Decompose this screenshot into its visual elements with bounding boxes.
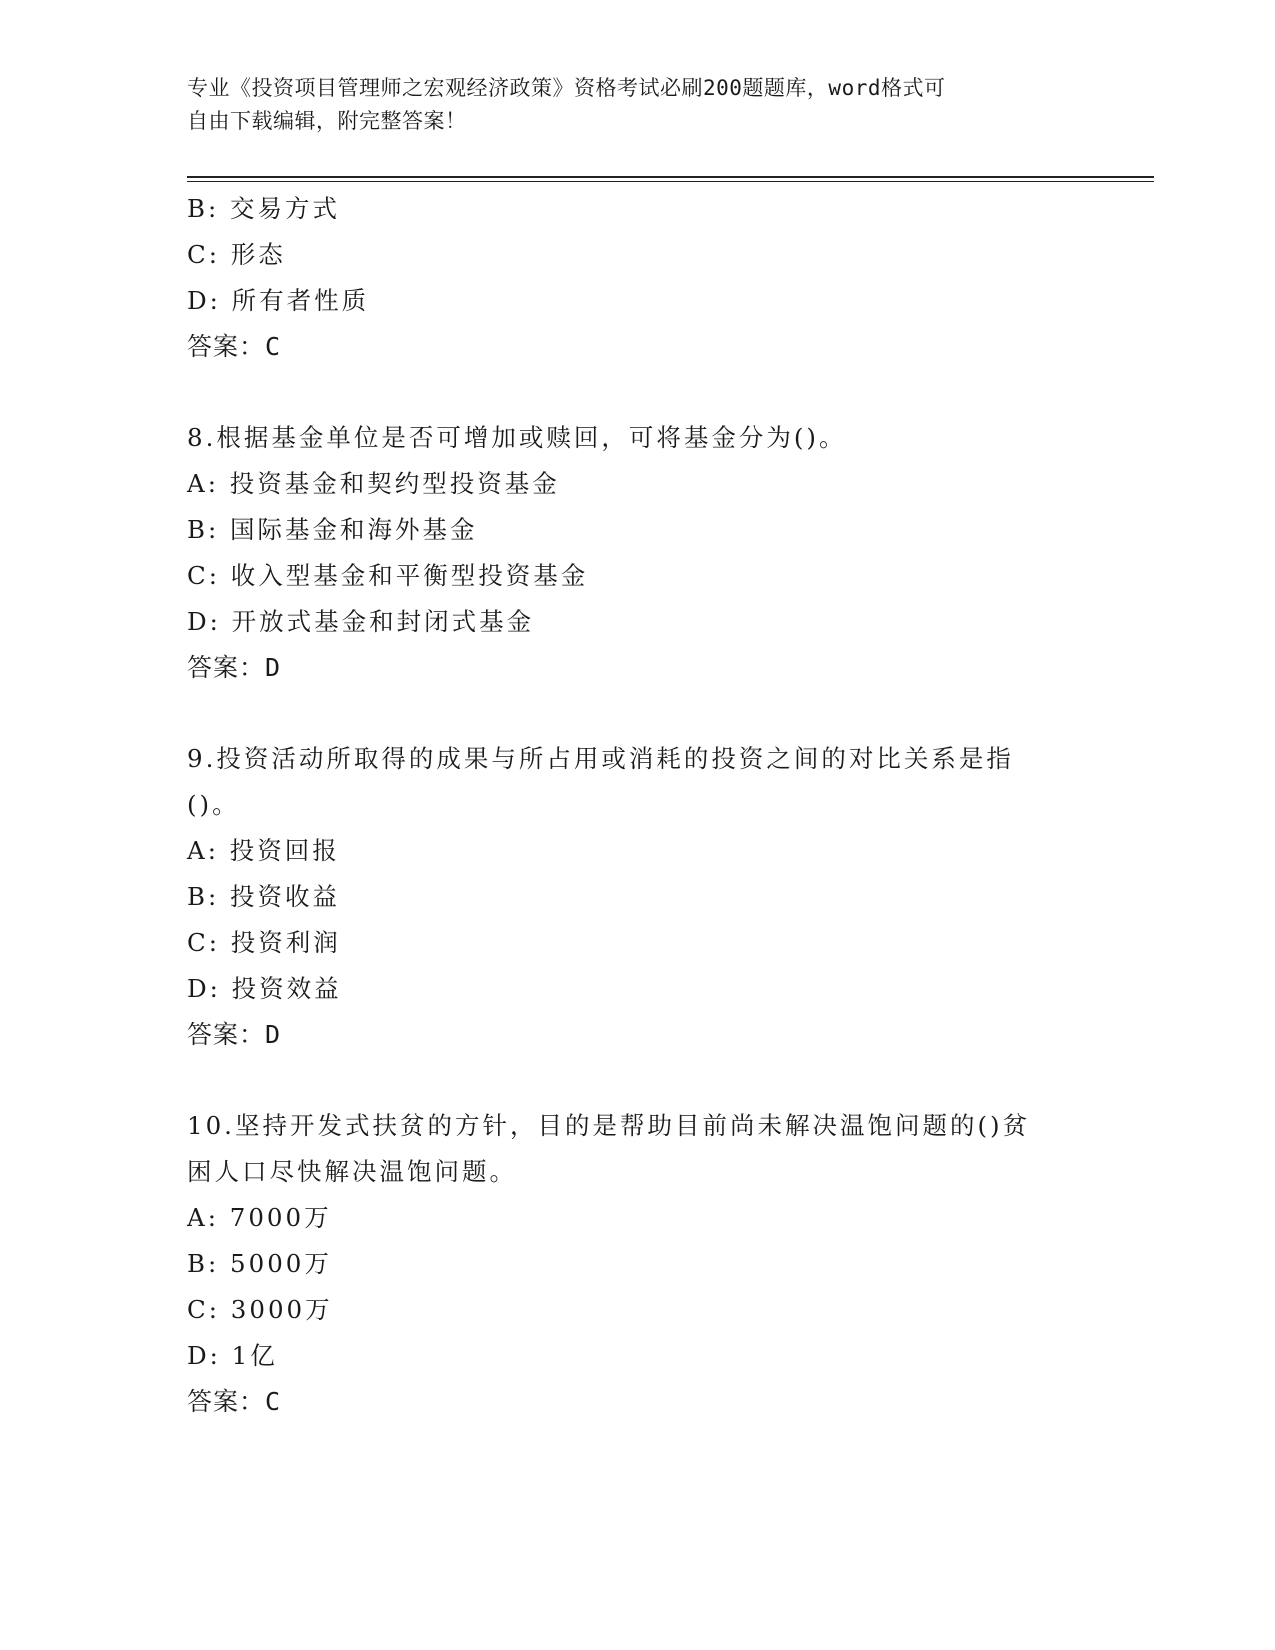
answer-line: 答案：D (187, 1020, 282, 1049)
option-b: B: 5000万 (187, 1249, 332, 1278)
option-a: A: 7000万 (187, 1203, 332, 1232)
option-a: A: 投资基金和契约型投资基金 (187, 469, 560, 498)
option-c: C: 收入型基金和平衡型投资基金 (187, 561, 589, 590)
option-d: D: 所有者性质 (187, 286, 370, 315)
document-header (187, 72, 1067, 138)
question-8 (187, 415, 1087, 691)
question-text-line-1: 9.投资活动所取得的成果与所占用或消耗的投资之间的对比关系是指 (187, 744, 1014, 773)
option-b: B: 国际基金和海外基金 (187, 515, 478, 544)
option-d: D: 投资效益 (187, 974, 342, 1003)
question-9 (187, 736, 1087, 1058)
header-line-1: 专业《投资项目管理师之宏观经济政策》资格考试必刷200题题库，word格式可 (187, 76, 946, 100)
option-b: B: 交易方式 (187, 194, 341, 223)
option-c: C: 形态 (187, 240, 286, 269)
answer-line: 答案：C (187, 332, 282, 361)
header-rule-thick (187, 176, 1154, 178)
header-rule-thin (187, 181, 1154, 182)
answer-line: 答案：D (187, 653, 282, 682)
question-text: 8.根据基金单位是否可增加或赎回，可将基金分为()。 (187, 423, 847, 452)
option-d: D: 1亿 (187, 1341, 278, 1370)
question-text-line-2: ()。 (187, 790, 240, 819)
question-text-line-1: 10.坚持开发式扶贫的方针，目的是帮助目前尚未解决温饱问题的()贫 (187, 1111, 1031, 1140)
option-d: D: 开放式基金和封闭式基金 (187, 607, 535, 636)
header-line-2: 自由下载编辑，附完整答案！ (187, 109, 467, 133)
document-body (187, 186, 1087, 1425)
option-c: C: 投资利润 (187, 928, 341, 957)
question-text-line-2: 困人口尽快解决温饱问题。 (187, 1157, 517, 1186)
option-a: A: 投资回报 (187, 836, 340, 865)
question-fragment (187, 186, 1087, 370)
option-b: B: 投资收益 (187, 882, 341, 911)
question-10 (187, 1103, 1087, 1425)
answer-line: 答案：C (187, 1387, 282, 1416)
option-c: C: 3000万 (187, 1295, 333, 1324)
